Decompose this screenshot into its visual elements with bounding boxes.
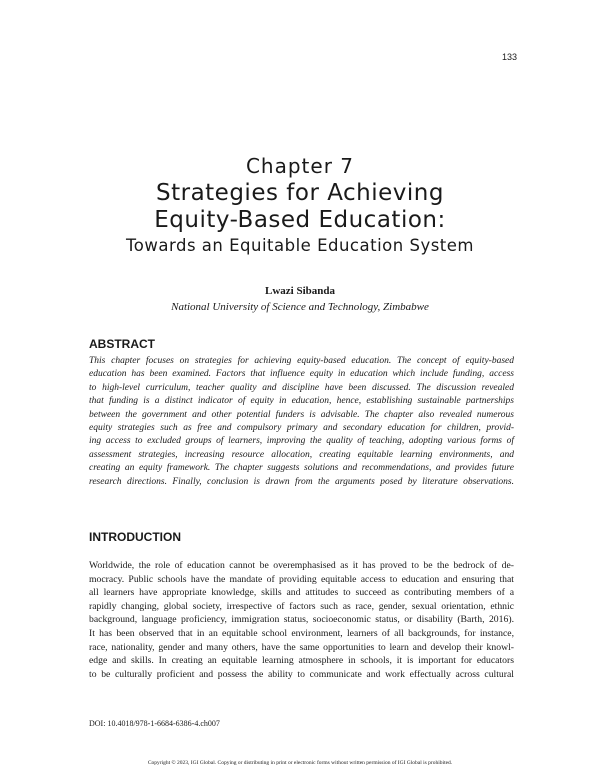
abstract-line: education has been examined. Factors that influence equity in education which include funding, access [89,369,514,380]
page-number: 133 [501,52,517,62]
abstract-line: to high-level curriculum, teacher quality and discipline have been discussed. The discussion revealed [89,382,514,393]
copyright-notice: Copyright © 2023, IGI Global. Copying or distributing in print or electronic forms without written permission of IGI Global is prohibited. [147,760,453,766]
doi-footer: DOI: 10.4018/978-1-6684-6386-4.ch007 [89,719,220,728]
abstract-line: between the government and other potential funders is advisable. The chapter also revealed numerous [89,409,514,420]
introduction-body [89,559,514,681]
chapter-label: Chapter 7 [245,154,355,178]
abstract-line: This chapter focuses on strategies for achieving equity-based education. The concept of equity-based [89,356,514,366]
author-name: Lwazi Sibanda [265,285,335,297]
title-line-1: Strategies for Achieving [156,180,444,206]
abstract-line: ing access to excluded groups of learners, improving the quality of teaching, adopting various forms of [89,436,514,447]
abstract-line: research directions. Finally, conclusion is drawn from the arguments posed by literature observations. [89,476,514,487]
author-affiliation: National University of Science and Technology, Zimbabwe [171,301,429,313]
abstract-line: equity strategies such as free and compulsory primary and secondary education for children, provid- [89,423,514,434]
abstract-line: that funding is a distinct indicator of equity in education, hence, establishing sustainable partnerships [89,396,514,407]
chapter-title [0,180,600,234]
body-line: race, nationality, gender and many others, have the same opportunities to learn and develop their knowl- [89,641,514,653]
body-line: background, language proficiency, immigration status, socioeconomic status, or disability (Barth, 2016). [89,614,514,626]
body-line: mocracy. Public schools have the mandate of providing equitable access to education and ensuring that [89,573,514,585]
abstract-heading: ABSTRACT [89,337,155,351]
title-line-2: Equity-Based Education: [154,207,446,233]
body-line: to be culturally proficient and possess the ability to communicate and work effectually across cultural [89,668,514,680]
body-line: edge and skills. In creating an equitable learning atmosphere in schools, it is important for educators [89,655,514,667]
body-line: all learners have appropriate knowledge, skills and attitudes to succeed as contributing members of a [89,587,514,599]
introduction-heading: INTRODUCTION [89,530,181,544]
body-line: It has been observed that in an equitable school environment, learners of all backgrounds, for instance, [89,627,514,639]
body-line: rapidly changing, global society, irrespective of factors such as race, gender, sexual orientation, ethnic [89,600,514,612]
abstract-line: creating an equity framework. The chapter suggests solutions and recommendations, and provides future [89,463,514,474]
body-line: Worldwide, the role of education cannot be overemphasised as it has proved to be the bedrock of de- [89,560,514,571]
abstract-line: assessment strategies, increasing resource allocation, creating equitable learning environments, and [89,449,514,460]
chapter-subtitle: Towards an Equitable Education System [126,236,474,255]
abstract-body [89,355,514,489]
